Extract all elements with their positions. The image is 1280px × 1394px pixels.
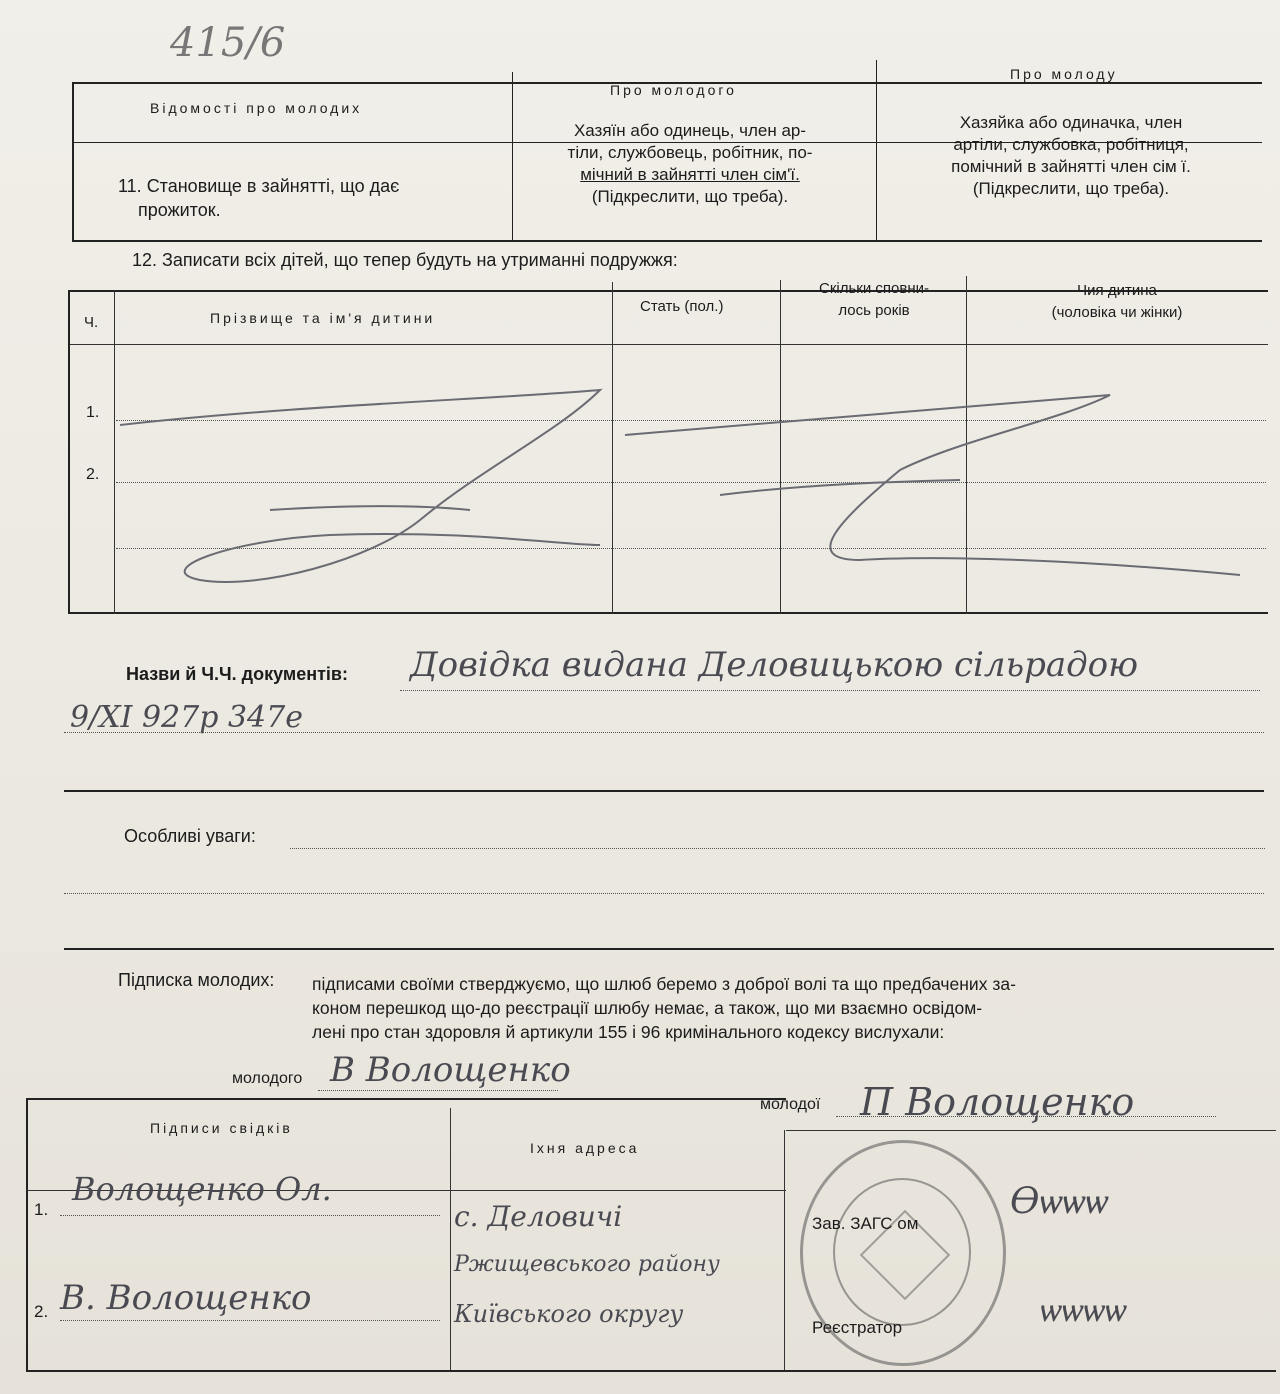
pledge-text-2: коном перешкод що-до реєстрації шлюбу немає, а також, що ми взаємно освідом- — [312, 998, 983, 1018]
witness-2-signature: В. Волощенко — [60, 1278, 312, 1318]
child-row-1-num: 1. — [86, 404, 100, 421]
row-11-label: 11. Становище в зайнятті, що дає — [118, 176, 400, 196]
col-header-groom: Про молодого — [610, 82, 737, 98]
children-heading: 12. Записати всіх дітей, що тепер будуть на утриманні подружжя: — [132, 250, 678, 270]
witness-address-header: Іхня адреса — [530, 1140, 640, 1156]
pledge-label: Підписка молодих: — [118, 970, 275, 990]
witness-row-2-num: 2. — [34, 1302, 49, 1321]
bride-signature-label: молодої — [760, 1096, 821, 1113]
corner-mark: 415/6 — [170, 20, 286, 66]
col-header-info: Відомості про молодих — [150, 100, 363, 116]
col-age: Скільки сповни- лось років — [819, 280, 929, 319]
pledge-text-3: лені про стан здоровля й артикули 155 і 96 кримінального кодексу вислухали: — [312, 1022, 945, 1042]
witness-address-3: Київського округу — [454, 1300, 684, 1328]
col-sex: Стать (пол.) — [640, 298, 724, 315]
bride-signature: П Волощенко — [860, 1080, 1135, 1124]
documents-handwriting-1: Довідка видана Деловицькою сільрадою — [410, 645, 1139, 685]
registrar-signature: ѡѡѡѡ — [1040, 1290, 1127, 1330]
witness-1-signature: Волощенко Ол. — [72, 1170, 332, 1208]
groom-signature-label: молодого — [232, 1070, 303, 1087]
special-notes-label: Особливі уваги: — [124, 826, 256, 846]
witness-address-2: Ржищевського району — [454, 1252, 720, 1277]
col-whose-child: Чия дитина (чоловіка чи жінки) — [1051, 282, 1183, 321]
row-11-label-cont: прожиток. — [138, 200, 221, 220]
groom-signature: В Волощенко — [330, 1050, 571, 1090]
documents-handwriting-2: 9/XI 927р 347е — [70, 700, 303, 735]
col-header-bride: Про молоду — [1010, 66, 1118, 82]
documents-label: Назви й Ч.Ч. документів: — [126, 664, 348, 684]
col-num: Ч. — [84, 314, 99, 331]
witness-sign-header: Підписи свідків — [150, 1120, 293, 1136]
witness-row-1-num: 1. — [34, 1200, 49, 1219]
bride-occupation: Хазяйка або одиначка, член артіли, службовка, робітниця, помічний в зайнятті член сім ї. (Підкреслити, що треба). — [951, 113, 1191, 198]
head-zags-signature: Ѳѡѡѡ — [1010, 1181, 1109, 1222]
child-row-2-num: 2. — [86, 466, 100, 483]
registrar-label: Реєстратор — [812, 1318, 903, 1337]
head-zags-label: Зав. ЗАГС ом — [812, 1214, 919, 1233]
groom-occupation: Хазяїн або одинець, член ар- тіли, службовець, робітник, по- мічний в зайнятті член сім'ї. (Підкреслити, що треба). — [567, 121, 813, 206]
col-child-name: Прізвище та ім'я дитини — [210, 310, 436, 326]
witness-address-1: с. Деловичі — [454, 1200, 623, 1233]
pledge-text-1: підписами своїми стверджуємо, що шлюб беремо з доброї волі та що предбачених за- — [312, 974, 1016, 994]
